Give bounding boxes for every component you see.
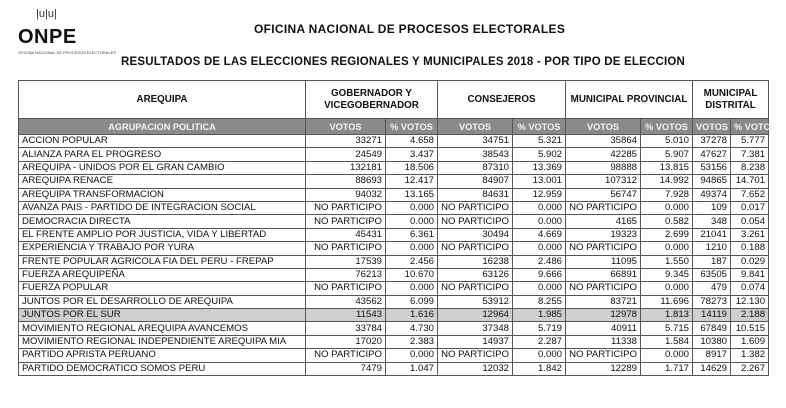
percent-cell: 0.054 [731, 215, 769, 228]
table-row [19, 188, 769, 201]
votes-cell: 34751 [438, 135, 513, 148]
percent-cell: 1.842 [513, 362, 566, 375]
party-name-cell: MOVIMIENTO REGIONAL AREQUIPA AVANCEMOS [19, 322, 306, 335]
group-header-consejeros: CONSEJEROS [438, 81, 566, 119]
votes-cell: NO PARTICIPO [438, 201, 513, 214]
party-name-cell: MOVIMIENTO REGIONAL INDEPENDIENTE AREQUIPA MIA [19, 335, 306, 348]
votes-cell: NO PARTICIPO [438, 349, 513, 362]
region-header: AREQUIPA [19, 81, 306, 119]
votes-cell: 42285 [566, 148, 641, 161]
votes-cell: NO PARTICIPO [566, 242, 641, 255]
party-name-cell: FUERZA AREQUIPEÑA [19, 268, 306, 281]
votes-cell: 38543 [438, 148, 513, 161]
party-name-cell: FRENTE POPULAR AGRICOLA FIA DEL PERU - FREPAP [19, 255, 306, 268]
onpe-logo [18, 8, 117, 60]
party-name-cell: DEMOCRACIA DIRECTA [19, 215, 306, 228]
votes-cell: 67849 [693, 322, 731, 335]
votes-cell: NO PARTICIPO [306, 215, 386, 228]
percent-cell: 9.841 [731, 268, 769, 281]
votes-cell: 12964 [438, 309, 513, 322]
percent-cell: 18.506 [386, 161, 438, 174]
percent-cell: 0.074 [731, 282, 769, 295]
votes-cell: 17020 [306, 335, 386, 348]
votes-cell: 12978 [566, 309, 641, 322]
votes-cell: 33784 [306, 322, 386, 335]
votes-cell: 43562 [306, 295, 386, 308]
percent-cell: 5.715 [641, 322, 693, 335]
percent-cell: 2.383 [386, 335, 438, 348]
logo-tagline: OFICINA NACIONAL DE PROCESOS ELECTORALES [18, 50, 117, 55]
percent-cell: 1.382 [731, 349, 769, 362]
votes-cell: 10380 [693, 335, 731, 348]
table-row [19, 282, 769, 295]
group-header-gobernador: GOBERNADOR Y VICEGOBERNADOR [306, 81, 438, 119]
percent-cell: 1.717 [641, 362, 693, 375]
percent-cell: 13.001 [513, 175, 566, 188]
percent-cell: 3.261 [731, 228, 769, 241]
percent-cell: 4.658 [386, 135, 438, 148]
results-body [19, 135, 769, 376]
document-title: RESULTADOS DE LAS ELECCIONES REGIONALES Y MUNICIPALES 2018 - POR TIPO DE ELECCION [121, 56, 686, 68]
percent-cell: 1.550 [641, 255, 693, 268]
votes-cell: 33271 [306, 135, 386, 148]
percent-cell: 2.287 [513, 335, 566, 348]
votes-cell: 8917 [693, 349, 731, 362]
votes-cell: NO PARTICIPO [566, 201, 641, 214]
votes-cell: 21041 [693, 228, 731, 241]
votes-cell: NO PARTICIPO [438, 242, 513, 255]
table-row [19, 295, 769, 308]
table-row [19, 215, 769, 228]
percent-cell: 0.000 [513, 201, 566, 214]
percent-cell: 4.669 [513, 228, 566, 241]
percent-cell: 10.515 [731, 322, 769, 335]
percent-cell: 3.437 [386, 148, 438, 161]
percent-cell: 0.000 [386, 242, 438, 255]
votes-cell: 132181 [306, 161, 386, 174]
votes-cell: 88693 [306, 175, 386, 188]
percent-cell: 10.670 [386, 268, 438, 281]
votes-cell: 12289 [566, 362, 641, 375]
column-header-percent: % VOTOS [513, 119, 566, 135]
column-header-votos: VOTOS [566, 119, 641, 135]
results-table [18, 80, 777, 376]
votes-cell: 40911 [566, 322, 641, 335]
column-header-agrupacion: AGRUPACION POLITICA [19, 119, 306, 135]
percent-cell: 0.000 [386, 201, 438, 214]
votes-cell: 30494 [438, 228, 513, 241]
percent-cell: 0.000 [641, 201, 693, 214]
percent-cell: 2.699 [641, 228, 693, 241]
percent-cell: 5.902 [513, 148, 566, 161]
votes-cell: 49374 [693, 188, 731, 201]
percent-cell: 12.417 [386, 175, 438, 188]
percent-cell: 6.361 [386, 228, 438, 241]
percent-cell: 0.000 [641, 242, 693, 255]
party-name-cell: AREQUIPA TRANSFORMACION [19, 188, 306, 201]
votes-cell: 83721 [566, 295, 641, 308]
votes-cell: 45431 [306, 228, 386, 241]
votes-cell: 1210 [693, 242, 731, 255]
percent-cell: 0.000 [641, 349, 693, 362]
percent-cell: 1.047 [386, 362, 438, 375]
votes-cell: 4165 [566, 215, 641, 228]
percent-cell: 5.907 [641, 148, 693, 161]
votes-cell: 14937 [438, 335, 513, 348]
column-header-votos: VOTOS [438, 119, 513, 135]
percent-cell: 14.992 [641, 175, 693, 188]
votes-cell: 98888 [566, 161, 641, 174]
votes-cell: NO PARTICIPO [566, 282, 641, 295]
votes-cell: 37278 [693, 135, 731, 148]
votes-cell: 66891 [566, 268, 641, 281]
party-name-cell: ALIANZA PARA EL PROGRESO [19, 148, 306, 161]
votes-cell: 84907 [438, 175, 513, 188]
percent-cell: 12.130 [731, 295, 769, 308]
votes-cell: 24549 [306, 148, 386, 161]
votes-cell: 63505 [693, 268, 731, 281]
percent-cell: 5.777 [731, 135, 769, 148]
percent-cell: 7.928 [641, 188, 693, 201]
votes-cell: 56747 [566, 188, 641, 201]
votes-cell: NO PARTICIPO [438, 215, 513, 228]
votes-cell: 479 [693, 282, 731, 295]
percent-cell: 8.255 [513, 295, 566, 308]
percent-cell: 5.719 [513, 322, 566, 335]
column-header-votos: VOTOS [693, 119, 731, 135]
group-header-municipal-provincial: MUNICIPAL PROVINCIAL [566, 81, 693, 119]
table-row [19, 135, 769, 148]
percent-cell: 0.188 [731, 242, 769, 255]
votes-cell: 53156 [693, 161, 731, 174]
group-header-municipal-distrital: MUNICIPAL DISTRITAL [693, 81, 769, 119]
votes-cell: 94865 [693, 175, 731, 188]
percent-cell: 1.813 [641, 309, 693, 322]
percent-cell: 5.321 [513, 135, 566, 148]
percent-cell: 0.029 [731, 255, 769, 268]
percent-cell: 2.267 [731, 362, 769, 375]
votes-cell: 16238 [438, 255, 513, 268]
percent-cell: 7.381 [731, 148, 769, 161]
table-row [19, 148, 769, 161]
percent-cell: 0.000 [386, 349, 438, 362]
votes-cell: 11338 [566, 335, 641, 348]
votes-cell: 14119 [693, 309, 731, 322]
party-name-cell: AVANZA PAIS - PARTIDO DE INTEGRACION SOCIAL [19, 201, 306, 214]
votes-cell: 12032 [438, 362, 513, 375]
table-row [19, 335, 769, 348]
percent-cell: 11.696 [641, 295, 693, 308]
percent-cell: 5.010 [641, 135, 693, 148]
percent-cell: 2.188 [731, 309, 769, 322]
sub-header-row [19, 119, 769, 135]
party-name-cell: EXPERIENCIA Y TRABAJO POR YURA [19, 242, 306, 255]
percent-cell: 7.652 [731, 188, 769, 201]
votes-cell: 11095 [566, 255, 641, 268]
table-row [19, 161, 769, 174]
percent-cell: 12.959 [513, 188, 566, 201]
percent-cell: 2.456 [386, 255, 438, 268]
table-row [19, 242, 769, 255]
party-name-cell: ACCION POPULAR [19, 135, 306, 148]
votes-cell: 187 [693, 255, 731, 268]
votes-cell: 7479 [306, 362, 386, 375]
party-name-cell: PARTIDO DEMOCRATICO SOMOS PERU [19, 362, 306, 375]
votes-cell: 63126 [438, 268, 513, 281]
percent-cell: 0.000 [386, 282, 438, 295]
votes-cell: 53912 [438, 295, 513, 308]
votes-cell: NO PARTICIPO [566, 349, 641, 362]
votes-cell: 76213 [306, 268, 386, 281]
organization-name: OFICINA NACIONAL DE PROCESOS ELECTORALES [254, 22, 566, 36]
table-row [19, 228, 769, 241]
party-name-cell: PARTIDO APRISTA PERUANO [19, 349, 306, 362]
party-name-cell: AREQUIPA RENACE [19, 175, 306, 188]
percent-cell: 1.584 [641, 335, 693, 348]
logo-mark-icon: |u|u| [36, 8, 57, 20]
percent-cell: 1.609 [731, 335, 769, 348]
group-header-row [19, 81, 769, 119]
table-row [19, 362, 769, 375]
party-name-cell: JUNTOS POR EL SUR [19, 309, 306, 322]
votes-cell: 47627 [693, 148, 731, 161]
votes-cell: NO PARTICIPO [306, 201, 386, 214]
percent-cell: 0.000 [513, 215, 566, 228]
percent-cell: 6.099 [386, 295, 438, 308]
party-name-cell: AREQUIPA - UNIDOS POR EL GRAN CAMBIO [19, 161, 306, 174]
table-row [19, 201, 769, 214]
votes-cell: 37348 [438, 322, 513, 335]
table-row [19, 175, 769, 188]
column-header-percent: % VOTOS [386, 119, 438, 135]
votes-cell: 35864 [566, 135, 641, 148]
votes-cell: NO PARTICIPO [306, 282, 386, 295]
logo-name: ONPE [18, 26, 77, 48]
table-row [19, 309, 769, 322]
votes-cell: NO PARTICIPO [306, 242, 386, 255]
percent-cell: 0.582 [641, 215, 693, 228]
votes-cell: 78273 [693, 295, 731, 308]
percent-cell: 9.345 [641, 268, 693, 281]
percent-cell: 1.985 [513, 309, 566, 322]
table-row [19, 255, 769, 268]
party-name-cell: EL FRENTE AMPLIO POR JUSTICIA, VIDA Y LIBERTAD [19, 228, 306, 241]
votes-cell: NO PARTICIPO [306, 349, 386, 362]
votes-cell: 17539 [306, 255, 386, 268]
party-name-cell: FUERZA POPULAR [19, 282, 306, 295]
percent-cell: 8.238 [731, 161, 769, 174]
votes-cell: 19323 [566, 228, 641, 241]
percent-cell: 13.369 [513, 161, 566, 174]
votes-cell: 109 [693, 201, 731, 214]
table-row [19, 322, 769, 335]
votes-cell: 87310 [438, 161, 513, 174]
votes-cell: 94032 [306, 188, 386, 201]
percent-cell: 0.000 [513, 349, 566, 362]
column-header-votos: VOTOS [306, 119, 386, 135]
percent-cell: 0.000 [641, 282, 693, 295]
votes-cell: 14629 [693, 362, 731, 375]
percent-cell: 13.815 [641, 161, 693, 174]
percent-cell: 0.000 [386, 215, 438, 228]
percent-cell: 13.165 [386, 188, 438, 201]
votes-cell: 107312 [566, 175, 641, 188]
percent-cell: 0.000 [513, 242, 566, 255]
votes-cell: NO PARTICIPO [438, 282, 513, 295]
percent-cell: 0.000 [513, 282, 566, 295]
table-row [19, 268, 769, 281]
column-header-percent: % VOTOS [641, 119, 693, 135]
votes-cell: 84631 [438, 188, 513, 201]
percent-cell: 0.017 [731, 201, 769, 214]
percent-cell: 9.666 [513, 268, 566, 281]
votes-cell: 348 [693, 215, 731, 228]
percent-cell: 4.730 [386, 322, 438, 335]
percent-cell: 1.616 [386, 309, 438, 322]
column-header-percent: % VOTOS [731, 119, 769, 135]
percent-cell: 2.486 [513, 255, 566, 268]
table-row [19, 349, 769, 362]
percent-cell: 14.701 [731, 175, 769, 188]
votes-cell: 11543 [306, 309, 386, 322]
party-name-cell: JUNTOS POR EL DESARROLLO DE AREQUIPA [19, 295, 306, 308]
